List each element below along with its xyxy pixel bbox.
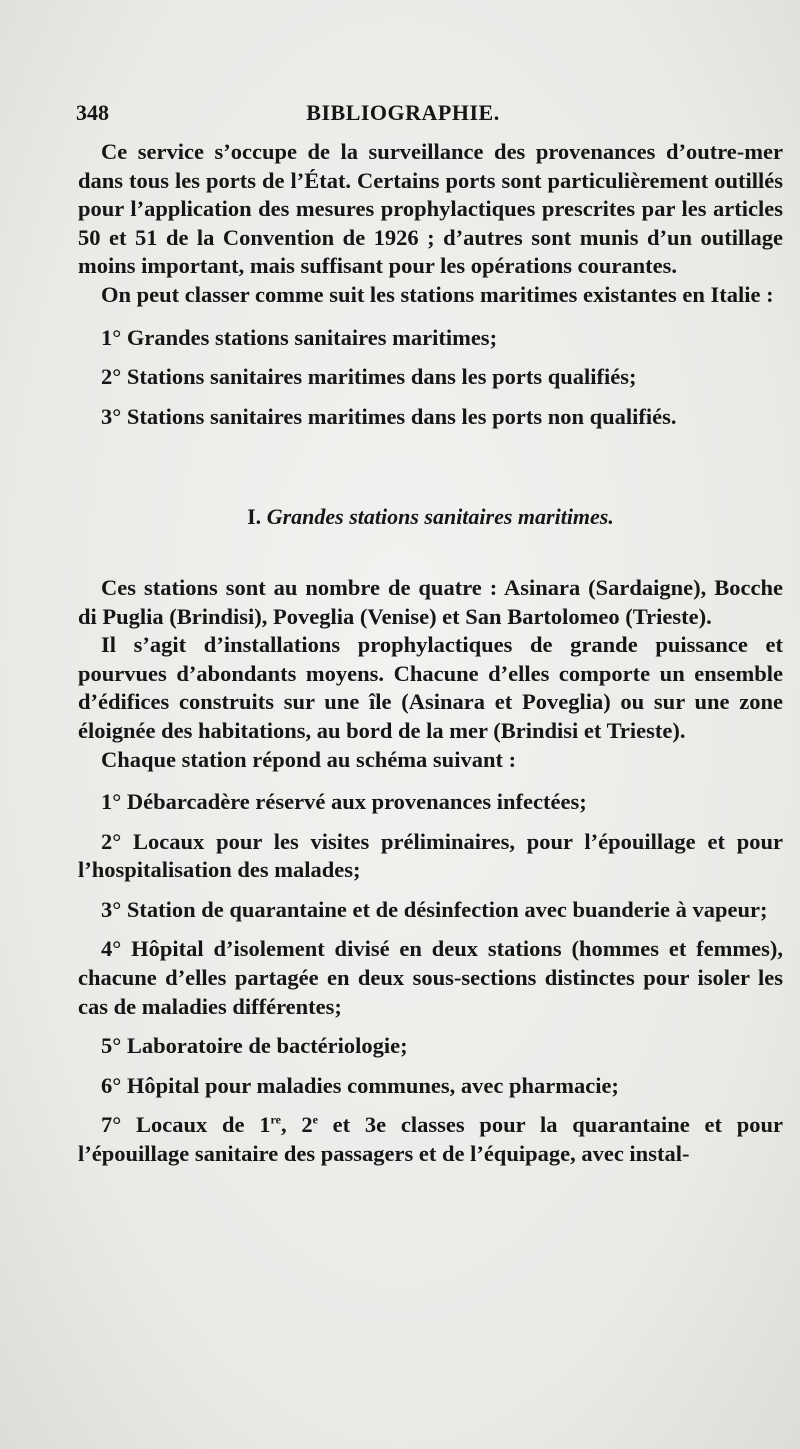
paragraph-service: Ce service s’occupe de la surveillance des provenances d’outre-mer dans tous les ports de l’État. Certains ports sont particulièrement outillés pour l’application des mesures prophylactiques prescrites par les articles 50 et 51 de la Convention de 1926 ; d’autres sont munis d’un outillage moins important, mais suffisant pour les opérations courantes. <box>78 139 783 279</box>
list-item-schema-1: 1° Débarcadère réservé aux provenances infectées; <box>101 789 587 815</box>
item7-sup-1: re <box>270 1112 281 1127</box>
section-numeral: I. <box>247 504 262 530</box>
item7-end: et 3e classes pour la quarantaine et pour l’épouillage sanitaire des passagers et de l’équipage, avec instal- <box>78 1112 783 1167</box>
section-heading <box>78 503 783 532</box>
list-item-schema-4: 4° Hôpital d’isolement divisé en deux stations (hommes et femmes), chacune d’elles partagée en deux sous-sections distinctes pour isoler les cas de maladies différentes; <box>78 936 783 1019</box>
list-item-schema-3: 3° Station de quarantaine et de désinfection avec buanderie à vapeur; <box>101 896 768 922</box>
paragraph-installations: Il s’agit d’installations prophylactiques de grande puissance et pourvues d’abondants moyens. Chacune d’elles comporte un ensemble d’édifices construits sur une île (Asinara et Poveglia) ou sur une zone éloignée des habitations, au bord de la mer (Brindisi et Trieste). <box>78 632 783 743</box>
item7-mid: , 2 <box>280 1112 313 1138</box>
paragraph-classification: On peut classer comme suit les stations maritimes existantes en Italie : <box>101 281 774 307</box>
section-title: Grandes stations sanitaires maritimes. <box>266 504 614 530</box>
page-number: 348 <box>76 100 109 125</box>
page-body <box>78 138 783 1169</box>
item7-start: 7° Locaux de 1 <box>101 1112 271 1138</box>
running-title: BIBLIOGRAPHIE. <box>306 100 500 125</box>
list-item-schema-2: 2° Locaux pour les visites préliminaires, pour l’épouillage et pour l’hospitalisation des malades; <box>78 828 783 883</box>
paragraph-schema-intro: Chaque station répond au schéma suivant : <box>101 746 517 772</box>
list-item-schema-6: 6° Hôpital pour maladies communes, avec pharmacie; <box>101 1072 619 1098</box>
list-item-schema-7 <box>78 1111 783 1168</box>
item7-sup-2: e <box>312 1112 318 1127</box>
list-item-schema-5: 5° Laboratoire de bactériologie; <box>101 1033 408 1059</box>
list-item-class-1: 1° Grandes stations sanitaires maritimes; <box>101 324 498 350</box>
page-header <box>76 100 730 134</box>
list-item-class-3: 3° Stations sanitaires maritimes dans les ports non qualifiés. <box>101 403 677 429</box>
paragraph-stations: Ces stations sont au nombre de quatre : Asinara (Sardaigne), Bocche di Puglia (Brindisi), Poveglia (Venise) et San Bartolomeo (Trieste). <box>78 574 783 629</box>
list-item-class-2: 2° Stations sanitaires maritimes dans les ports qualifiés; <box>101 364 637 390</box>
